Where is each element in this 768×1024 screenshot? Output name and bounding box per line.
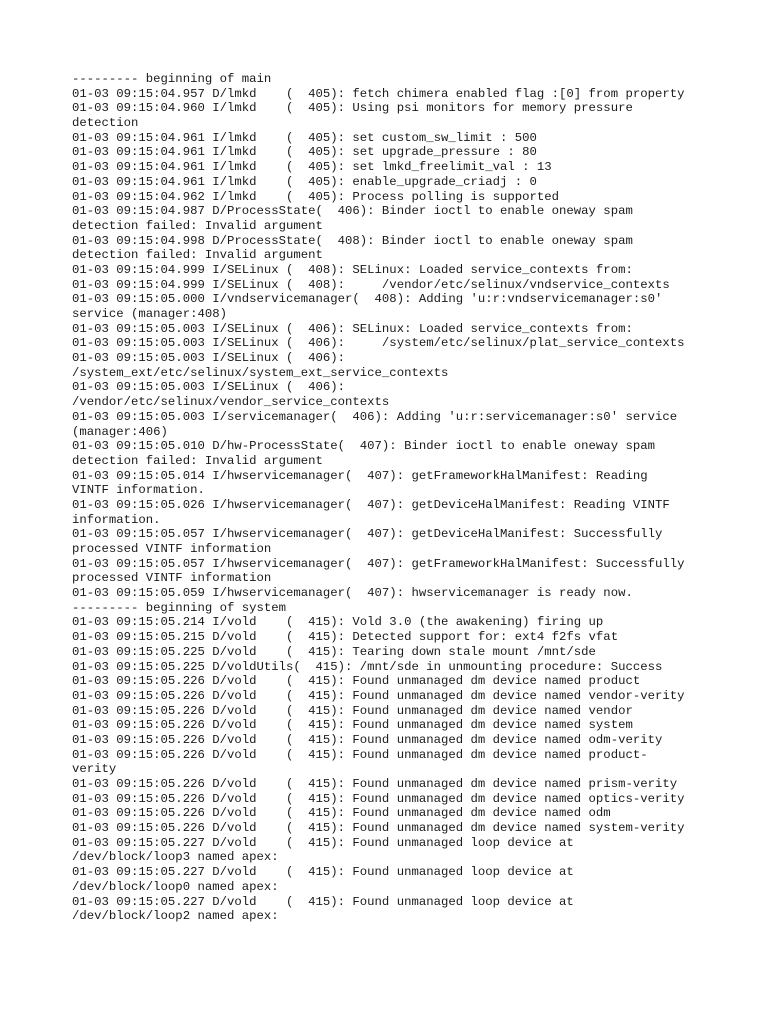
log-document bbox=[72, 72, 732, 924]
log-line: 01-03 09:15:05.014 I/hwservicemanager( 407): getFrameworkHalManifest: Reading bbox=[72, 468, 648, 483]
log-line: information. bbox=[72, 512, 161, 527]
log-line: 01-03 09:15:05.003 I/servicemanager( 406): Adding 'u:r:servicemanager:s0' service bbox=[72, 409, 678, 424]
log-line: 01-03 09:15:05.010 D/hw-ProcessState( 407): Binder ioctl to enable oneway spam bbox=[72, 439, 655, 454]
log-line: --------- beginning of main bbox=[72, 72, 272, 86]
log-line: 01-03 09:15:05.226 D/vold ( 415): Found unmanaged dm device named system-verity bbox=[72, 821, 685, 836]
log-line: 01-03 09:15:04.961 I/lmkd ( 405): set lmkd_freelimit_val : 13 bbox=[72, 160, 552, 175]
log-line: 01-03 09:15:05.227 D/vold ( 415): Found unmanaged loop device at bbox=[72, 835, 574, 850]
log-line: 01-03 09:15:05.215 D/vold ( 415): Detected support for: ext4 f2fs vfat bbox=[72, 630, 619, 645]
log-line: verity bbox=[72, 762, 117, 777]
log-line: service (manager:408) bbox=[72, 307, 227, 321]
log-line: detection failed: Invalid argument bbox=[72, 218, 323, 233]
log-line: 01-03 09:15:04.998 D/ProcessState( 408): Binder ioctl to enable oneway spam bbox=[72, 233, 633, 248]
log-line: processed VINTF information bbox=[72, 571, 272, 586]
log-line: 01-03 09:15:05.226 D/vold ( 415): Found unmanaged dm device named odm bbox=[72, 806, 611, 821]
log-line: 01-03 09:15:04.987 D/ProcessState( 406): Binder ioctl to enable oneway spam bbox=[72, 204, 633, 219]
log-line: 01-03 09:15:05.226 D/vold ( 415): Found unmanaged dm device named odm-verity bbox=[72, 732, 663, 747]
log-line: 01-03 09:15:05.003 I/SELinux ( 406): SELinux: Loaded service_contexts from: bbox=[72, 321, 633, 336]
log-line: detection bbox=[72, 116, 139, 131]
log-line: /dev/block/loop0 named apex: bbox=[72, 879, 279, 894]
log-line: 01-03 09:15:05.226 D/vold ( 415): Found unmanaged dm device named optics-verity bbox=[72, 791, 685, 806]
log-line: 01-03 09:15:05.226 D/vold ( 415): Found unmanaged dm device named prism-verity bbox=[72, 777, 678, 791]
log-line: 01-03 09:15:05.227 D/vold ( 415): Found unmanaged loop device at bbox=[72, 865, 574, 880]
log-line: 01-03 09:15:05.057 I/hwservicemanager( 407): getDeviceHalManifest: Successfully bbox=[72, 527, 663, 542]
log-line: 01-03 09:15:04.960 I/lmkd ( 405): Using psi monitors for memory pressure bbox=[72, 101, 633, 116]
log-line: --------- beginning of system bbox=[72, 600, 287, 615]
log-line: /vendor/etc/selinux/vendor_service_contexts bbox=[72, 395, 390, 410]
log-line: 01-03 09:15:05.003 I/SELinux ( 406): bbox=[72, 380, 346, 395]
log-line: 01-03 09:15:04.961 I/lmkd ( 405): set upgrade_pressure : 80 bbox=[72, 145, 537, 160]
log-line: processed VINTF information bbox=[72, 542, 272, 556]
log-line: 01-03 09:15:04.999 I/SELinux ( 408): /vendor/etc/selinux/vndservice_contexts bbox=[72, 277, 670, 292]
log-line: 01-03 09:15:05.226 D/vold ( 415): Found unmanaged dm device named product bbox=[72, 674, 641, 689]
log-line: 01-03 09:15:05.226 D/vold ( 415): Found unmanaged dm device named vendor-verity bbox=[72, 688, 685, 703]
log-line: 01-03 09:15:05.227 D/vold ( 415): Found unmanaged loop device at bbox=[72, 894, 574, 909]
log-line: 01-03 09:15:05.000 I/vndservicemanager( 408): Adding 'u:r:vndservicemanager:s0' bbox=[72, 292, 663, 307]
log-line: 01-03 09:15:04.957 D/lmkd ( 405): fetch chimera enabled flag :[0] from property bbox=[72, 86, 685, 101]
log-line: 01-03 09:15:05.057 I/hwservicemanager( 407): getFrameworkHalManifest: Successfully bbox=[72, 556, 685, 571]
log-line: /dev/block/loop2 named apex: bbox=[72, 909, 279, 924]
log-line: /system_ext/etc/selinux/system_ext_service_contexts bbox=[72, 365, 449, 380]
log-line: 01-03 09:15:04.999 I/SELinux ( 408): SELinux: Loaded service_contexts from: bbox=[72, 262, 633, 277]
log-line: /dev/block/loop3 named apex: bbox=[72, 850, 279, 865]
log-line: detection failed: Invalid argument bbox=[72, 453, 323, 468]
log-line: 01-03 09:15:05.225 D/voldUtils( 415): /mnt/sde in unmounting procedure: Success bbox=[72, 659, 663, 674]
log-line: 01-03 09:15:04.962 I/lmkd ( 405): Process polling is supported bbox=[72, 189, 560, 204]
log-line: 01-03 09:15:05.003 I/SELinux ( 406): /system/etc/selinux/plat_service_contexts bbox=[72, 336, 685, 351]
log-line: 01-03 09:15:05.226 D/vold ( 415): Found unmanaged dm device named vendor bbox=[72, 703, 633, 718]
log-line: 01-03 09:15:05.226 D/vold ( 415): Found unmanaged dm device named product- bbox=[72, 747, 648, 762]
log-line: 01-03 09:15:05.059 I/hwservicemanager( 407): hwservicemanager is ready now. bbox=[72, 586, 633, 601]
log-line: 01-03 09:15:05.003 I/SELinux ( 406): bbox=[72, 351, 346, 366]
log-line: 01-03 09:15:05.026 I/hwservicemanager( 407): getDeviceHalManifest: Reading VINTF bbox=[72, 497, 670, 512]
log-line: (manager:406) bbox=[72, 424, 168, 439]
log-line: VINTF information. bbox=[72, 483, 205, 498]
log-line: 01-03 09:15:05.226 D/vold ( 415): Found unmanaged dm device named system bbox=[72, 718, 633, 733]
log-line: 01-03 09:15:04.961 I/lmkd ( 405): set custom_sw_limit : 500 bbox=[72, 130, 537, 145]
log-line: 01-03 09:15:05.225 D/vold ( 415): Tearing down stale mount /mnt/sde bbox=[72, 644, 596, 659]
log-line: 01-03 09:15:05.214 I/vold ( 415): Vold 3.0 (the awakening) firing up bbox=[72, 615, 604, 630]
log-line: 01-03 09:15:04.961 I/lmkd ( 405): enable_upgrade_criadj : 0 bbox=[72, 174, 537, 189]
log-line: detection failed: Invalid argument bbox=[72, 248, 323, 263]
